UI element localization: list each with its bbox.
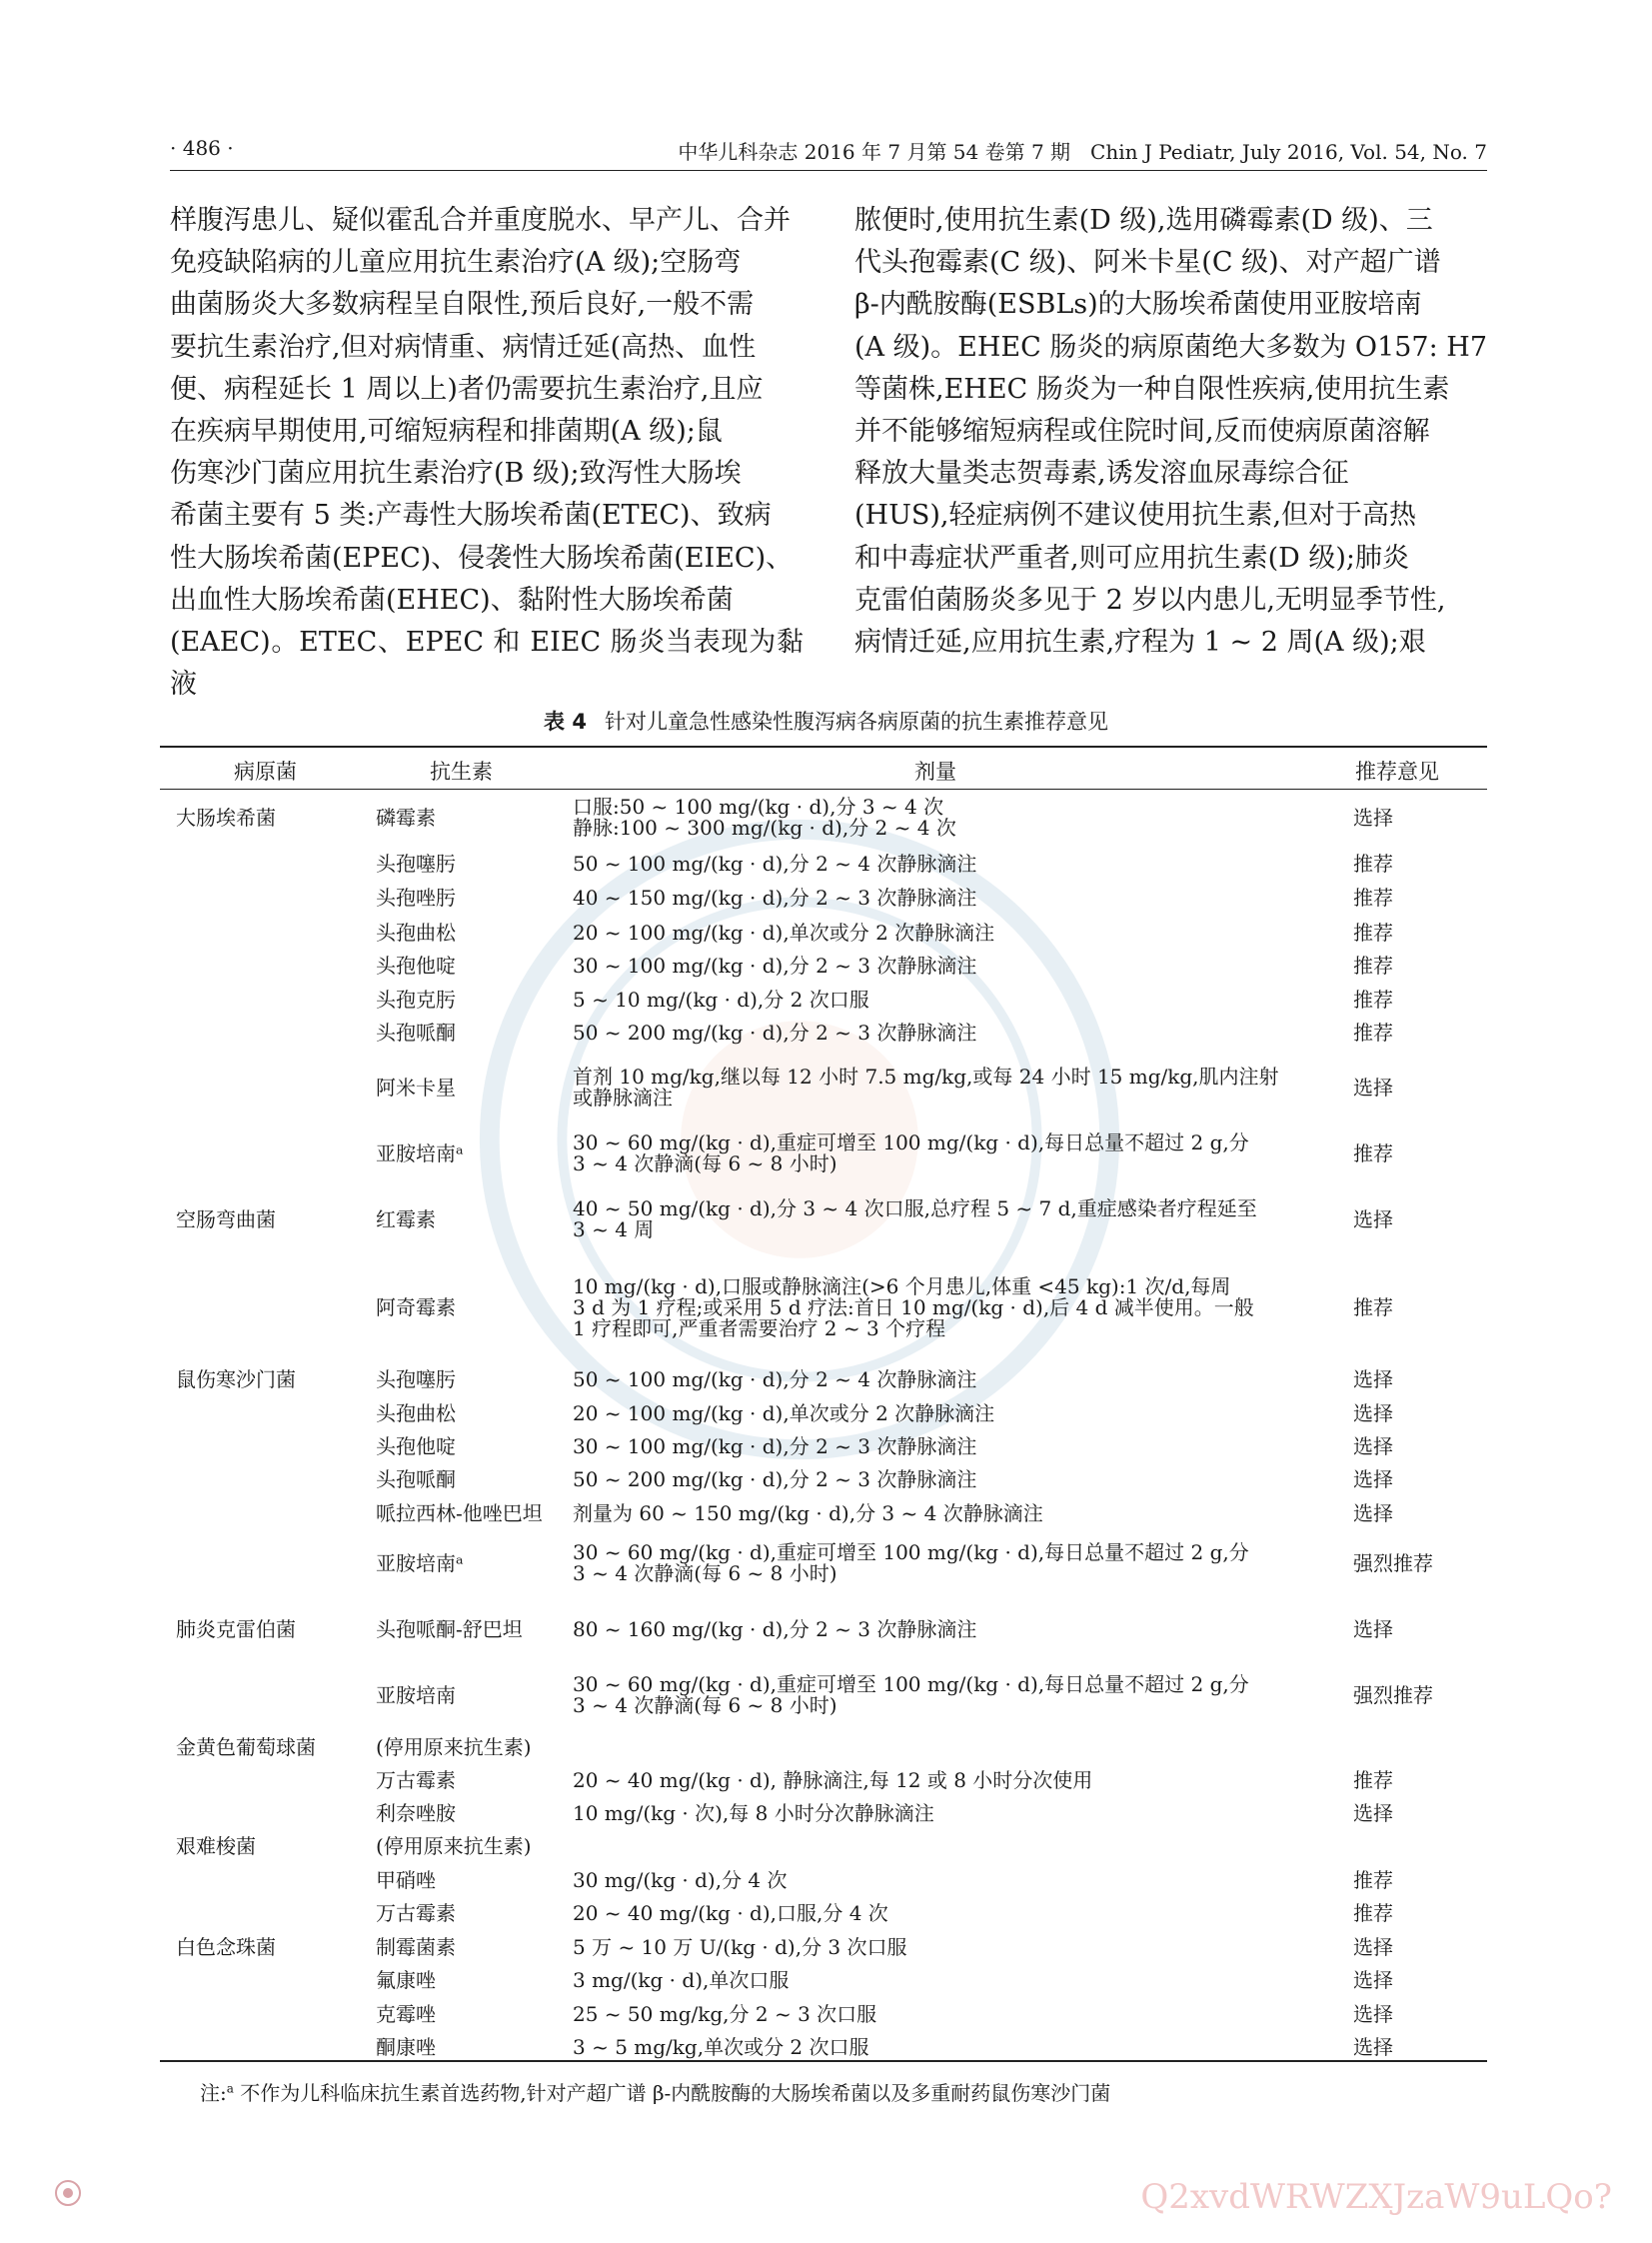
cell-dose: 5 万 ~ 10 万 U/(kg · d),分 3 次口服 <box>573 1934 907 1959</box>
text-line: 伤寒沙门菌应用抗生素治疗(B 级);致泻性大肠埃 <box>170 458 742 490</box>
cell-antibiotic: 甲硝唑 <box>376 1867 436 1892</box>
right-column-text <box>854 200 1488 664</box>
cell-antibiotic: 氟康唑 <box>376 1967 436 1992</box>
cell-recommendation: 推荐 <box>1353 953 1393 978</box>
cell-dose: 3 ~ 5 mg/kg,单次或分 2 次口服 <box>573 2034 869 2059</box>
cell-pathogen: 大肠埃希菌 <box>176 805 276 830</box>
cell-recommendation: 选择 <box>1353 1206 1393 1231</box>
cell-recommendation: 选择 <box>1353 1075 1393 1100</box>
cell-recommendation: 推荐 <box>1353 1020 1393 1045</box>
header-antibiotic: 抗生素 <box>430 760 493 784</box>
cell-recommendation: 强烈推荐 <box>1353 1550 1433 1575</box>
text-line: β-内酰胺酶(ESBLs)的大肠埃希菌使用亚胺培南 <box>854 289 1422 321</box>
cell-antibiotic: 制霉菌素 <box>376 1934 456 1959</box>
cell-dose: 50 ~ 200 mg/(kg · d),分 2 ~ 3 次静脉滴注 <box>573 1020 977 1045</box>
cell-recommendation: 推荐 <box>1353 1767 1393 1792</box>
cell-antibiotic: 头孢哌酮 <box>376 1020 456 1045</box>
cell-recommendation: 选择 <box>1353 1500 1393 1525</box>
cell-recommendation: 推荐 <box>1353 987 1393 1012</box>
cell-dose: 3 mg/(kg · d),单次口服 <box>573 1967 790 1992</box>
cell-dose: 10 mg/(kg · d),口服或静脉滴注(>6 个月患儿,体重 <45 kg):1 次/d,每周 3 d 为 1 疗程;或采用 5 d 疗法:首日 10 mg/(kg · d),后 4 d 减半使用。一般 1 疗程即可,严重者需要治疗 2 ~ 3 个疗程 <box>573 1273 1254 1340</box>
cell-antibiotic: 红霉素 <box>376 1206 436 1231</box>
cell-antibiotic: 万古霉素 <box>376 1900 456 1925</box>
cell-recommendation: 选择 <box>1353 1934 1393 1959</box>
cell-dose: 口服:50 ~ 100 mg/(kg · d),分 3 ~ 4 次 静脉:100 ~ 300 mg/(kg · d),分 2 ~ 4 次 <box>573 795 956 840</box>
text-line: 便、病程延长 1 周以上)者仍需要抗生素治疗,且应 <box>170 373 764 405</box>
cell-antibiotic: 头孢噻肟 <box>376 1366 456 1391</box>
text-line: 样腹泻患儿、疑似霍乱合并重度脱水、早产儿、合并 <box>170 205 791 236</box>
cell-dose: 5 ~ 10 mg/(kg · d),分 2 次口服 <box>573 987 869 1012</box>
header-recommendation: 推荐意见 <box>1355 760 1439 784</box>
cell-dose: 20 ~ 40 mg/(kg · d), 静脉滴注,每 12 或 8 小时分次使用 <box>573 1767 1093 1792</box>
cell-dose: 25 ~ 50 mg/kg,分 2 ~ 3 次口服 <box>573 2001 877 2026</box>
cell-antibiotic: (停用原来抗生素) <box>376 1734 532 1759</box>
text-line: 出血性大肠埃希菌(EHEC)、黏附性大肠埃希菌 <box>170 584 734 616</box>
cell-dose: 20 ~ 100 mg/(kg · d),单次或分 2 次静脉滴注 <box>573 1400 995 1425</box>
page-header <box>170 136 1487 171</box>
cell-dose: 30 mg/(kg · d),分 4 次 <box>573 1867 788 1892</box>
text-line: 曲菌肠炎大多数病程呈自限性,预后良好,一般不需 <box>170 289 755 321</box>
cell-recommendation: 选择 <box>1353 1433 1393 1458</box>
cell-antibiotic: 头孢哌酮 <box>376 1466 456 1491</box>
cell-antibiotic: (停用原来抗生素) <box>376 1833 532 1858</box>
cell-recommendation: 推荐 <box>1353 920 1393 945</box>
cell-antibiotic: 万古霉素 <box>376 1767 456 1792</box>
text-line: 和中毒症状严重者,则可应用抗生素(D 级);肺炎 <box>854 542 1409 574</box>
cell-antibiotic: 阿米卡星 <box>376 1075 456 1100</box>
text-line: 免疫缺陷病的儿童应用抗生素治疗(A 级);空肠弯 <box>170 247 742 279</box>
cell-antibiotic: 头孢曲松 <box>376 1400 456 1425</box>
publisher-logo-icon <box>54 2179 82 2207</box>
text-line: 在疾病早期使用,可缩短病程和排菌期(A 级);鼠 <box>170 416 723 448</box>
cell-dose: 10 mg/(kg · 次),每 8 小时分次静脉滴注 <box>573 1800 934 1825</box>
cell-recommendation: 强烈推荐 <box>1353 1682 1433 1707</box>
cell-recommendation: 选择 <box>1353 1400 1393 1425</box>
table-footnote <box>200 2077 1110 2106</box>
table-header-rule <box>160 789 1487 790</box>
cell-recommendation: 选择 <box>1353 1366 1393 1391</box>
footnote-prefix: 注: <box>200 2081 227 2105</box>
cell-recommendation: 选择 <box>1353 1800 1393 1825</box>
cell-antibiotic: 酮康唑 <box>376 2034 436 2059</box>
cell-dose: 20 ~ 100 mg/(kg · d),单次或分 2 次静脉滴注 <box>573 920 995 945</box>
text-line: 脓便时,使用抗生素(D 级),选用磷霉素(D 级)、三 <box>854 205 1433 236</box>
cell-dose: 30 ~ 100 mg/(kg · d),分 2 ~ 3 次静脉滴注 <box>573 953 977 978</box>
cell-recommendation: 推荐 <box>1353 1900 1393 1925</box>
cell-dose: 50 ~ 100 mg/(kg · d),分 2 ~ 4 次静脉滴注 <box>573 1366 977 1391</box>
cell-pathogen: 金黄色葡萄球菌 <box>176 1734 316 1759</box>
left-column-text <box>170 200 804 706</box>
text-line: 并不能够缩短病程或住院时间,反而使病原菌溶解 <box>854 416 1430 448</box>
text-line: (A 级)。EHEC 肠炎的病原菌绝大多数为 O157: H7 <box>854 331 1488 363</box>
footnote-marker: a <box>226 2081 234 2096</box>
text-line: 性大肠埃希菌(EPEC)、侵袭性大肠埃希菌(EIEC)、 <box>170 542 794 574</box>
text-line: (EAEC)。ETEC、EPEC 和 EIEC 肠炎当表现为黏液 <box>170 627 804 701</box>
table-caption <box>0 706 1652 736</box>
cell-antibiotic: 头孢唑肟 <box>376 885 456 910</box>
cell-recommendation: 选择 <box>1353 1967 1393 1992</box>
page-number: · 486 · <box>170 136 234 160</box>
cell-recommendation: 推荐 <box>1353 1140 1393 1165</box>
table-title: 针对儿童急性感染性腹泻病各病原菌的抗生素推荐意见 <box>604 710 1108 734</box>
text-line: (HUS),轻症病例不建议使用抗生素,但对于高热 <box>854 500 1417 532</box>
cell-dose: 首剂 10 mg/kg,继以每 12 小时 7.5 mg/kg,或每 24 小时 15 mg/kg,肌内注射 或静脉滴注 <box>573 1065 1279 1110</box>
cell-recommendation: 选择 <box>1353 1466 1393 1491</box>
cell-antibiotic: 头孢克肟 <box>376 987 456 1012</box>
cell-dose: 50 ~ 100 mg/(kg · d),分 2 ~ 4 次静脉滴注 <box>573 851 977 876</box>
cell-recommendation: 选择 <box>1353 805 1393 830</box>
text-line: 克雷伯菌肠炎多见于 2 岁以内患儿,无明显季节性, <box>854 584 1446 616</box>
cell-pathogen: 鼠伤寒沙门菌 <box>176 1366 296 1391</box>
header-dose: 剂量 <box>914 760 956 784</box>
cell-recommendation: 推荐 <box>1353 1294 1393 1319</box>
cell-antibiotic: 头孢哌酮-舒巴坦 <box>376 1616 523 1641</box>
cell-recommendation: 选择 <box>1353 2034 1393 2059</box>
cell-recommendation: 选择 <box>1353 1616 1393 1641</box>
cell-recommendation: 推荐 <box>1353 885 1393 910</box>
cell-antibiotic: 亚胺培南 <box>376 1682 456 1707</box>
cell-antibiotic: 哌拉西林-他唑巴坦 <box>376 1500 543 1525</box>
cell-antibiotic: 头孢噻肟 <box>376 851 456 876</box>
footnote-text: 不作为儿科临床抗生素首选药物,针对产超广谱 β-内酰胺酶的大肠埃希菌以及多重耐药鼠伤寒沙门菌 <box>233 2081 1111 2105</box>
header-pathogen: 病原菌 <box>234 760 297 784</box>
table-bottom-rule <box>160 2060 1487 2062</box>
cell-dose: 50 ~ 200 mg/(kg · d),分 2 ~ 3 次静脉滴注 <box>573 1466 977 1491</box>
cell-antibiotic: 阿奇霉素 <box>376 1294 456 1319</box>
text-line: 要抗生素治疗,但对病情重、病情迁延(高热、血性 <box>170 331 757 363</box>
cell-dose: 40 ~ 50 mg/(kg · d),分 3 ~ 4 次口服,总疗程 5 ~ 7 d,重症感染者疗程延至 3 ~ 4 周 <box>573 1196 1257 1241</box>
cell-pathogen: 白色念珠菌 <box>176 1934 276 1959</box>
cell-antibiotic: 头孢他啶 <box>376 953 456 978</box>
footer-code: Q2xvdWRWZXJzaW9uLQo? <box>1140 2177 1612 2217</box>
cell-antibiotic: 亚胺培南ᵃ <box>376 1550 464 1575</box>
journal-citation: 中华儿科杂志 2016 年 7 月第 54 卷第 7 期 Chin J Pediatr, July 2016, Vol. 54, No. 7 <box>678 140 1487 164</box>
cell-dose: 剂量为 60 ~ 150 mg/(kg · d),分 3 ~ 4 次静脉滴注 <box>573 1500 1043 1525</box>
text-line: 等菌株,EHEC 肠炎为一种自限性疾病,使用抗生素 <box>854 373 1450 405</box>
cell-pathogen: 肺炎克雷伯菌 <box>176 1616 296 1641</box>
cell-pathogen: 空肠弯曲菌 <box>176 1206 276 1231</box>
cell-dose: 80 ~ 160 mg/(kg · d),分 2 ~ 3 次静脉滴注 <box>573 1616 977 1641</box>
cell-dose: 30 ~ 60 mg/(kg · d),重症可增至 100 mg/(kg · d),每日总量不超过 2 g,分 3 ~ 4 次静滴(每 6 ~ 8 小时) <box>573 1130 1249 1175</box>
cell-antibiotic: 克霉唑 <box>376 2001 436 2026</box>
cell-dose: 20 ~ 40 mg/(kg · d),口服,分 4 次 <box>573 1900 888 1925</box>
table-label: 表 4 <box>544 710 587 734</box>
cell-antibiotic: 头孢他啶 <box>376 1433 456 1458</box>
cell-dose: 40 ~ 150 mg/(kg · d),分 2 ~ 3 次静脉滴注 <box>573 885 977 910</box>
cell-pathogen: 艰难梭菌 <box>176 1833 256 1858</box>
cell-recommendation: 推荐 <box>1353 851 1393 876</box>
cell-dose: 30 ~ 60 mg/(kg · d),重症可增至 100 mg/(kg · d),每日总量不超过 2 g,分 3 ~ 4 次静滴(每 6 ~ 8 小时) <box>573 1540 1249 1585</box>
cell-antibiotic: 头孢曲松 <box>376 920 456 945</box>
cell-antibiotic: 利奈唑胺 <box>376 1800 456 1825</box>
text-line: 病情迁延,应用抗生素,疗程为 1 ~ 2 周(A 级);艰 <box>854 627 1426 659</box>
text-line: 希菌主要有 5 类:产毒性大肠埃希菌(ETEC)、致病 <box>170 500 772 532</box>
cell-antibiotic: 亚胺培南ᵃ <box>376 1140 464 1165</box>
text-line: 释放大量类志贺毒素,诱发溶血尿毒综合征 <box>854 458 1349 490</box>
cell-dose: 30 ~ 60 mg/(kg · d),重症可增至 100 mg/(kg · d),每日总量不超过 2 g,分 3 ~ 4 次静滴(每 6 ~ 8 小时) <box>573 1672 1249 1717</box>
cell-recommendation: 推荐 <box>1353 1867 1393 1892</box>
cell-antibiotic: 磷霉素 <box>376 805 436 830</box>
table-top-rule <box>160 746 1487 748</box>
cell-dose: 30 ~ 100 mg/(kg · d),分 2 ~ 3 次静脉滴注 <box>573 1433 977 1458</box>
text-line: 代头孢霉素(C 级)、阿米卡星(C 级)、对产超广谱 <box>854 247 1441 279</box>
cell-recommendation: 选择 <box>1353 2001 1393 2026</box>
